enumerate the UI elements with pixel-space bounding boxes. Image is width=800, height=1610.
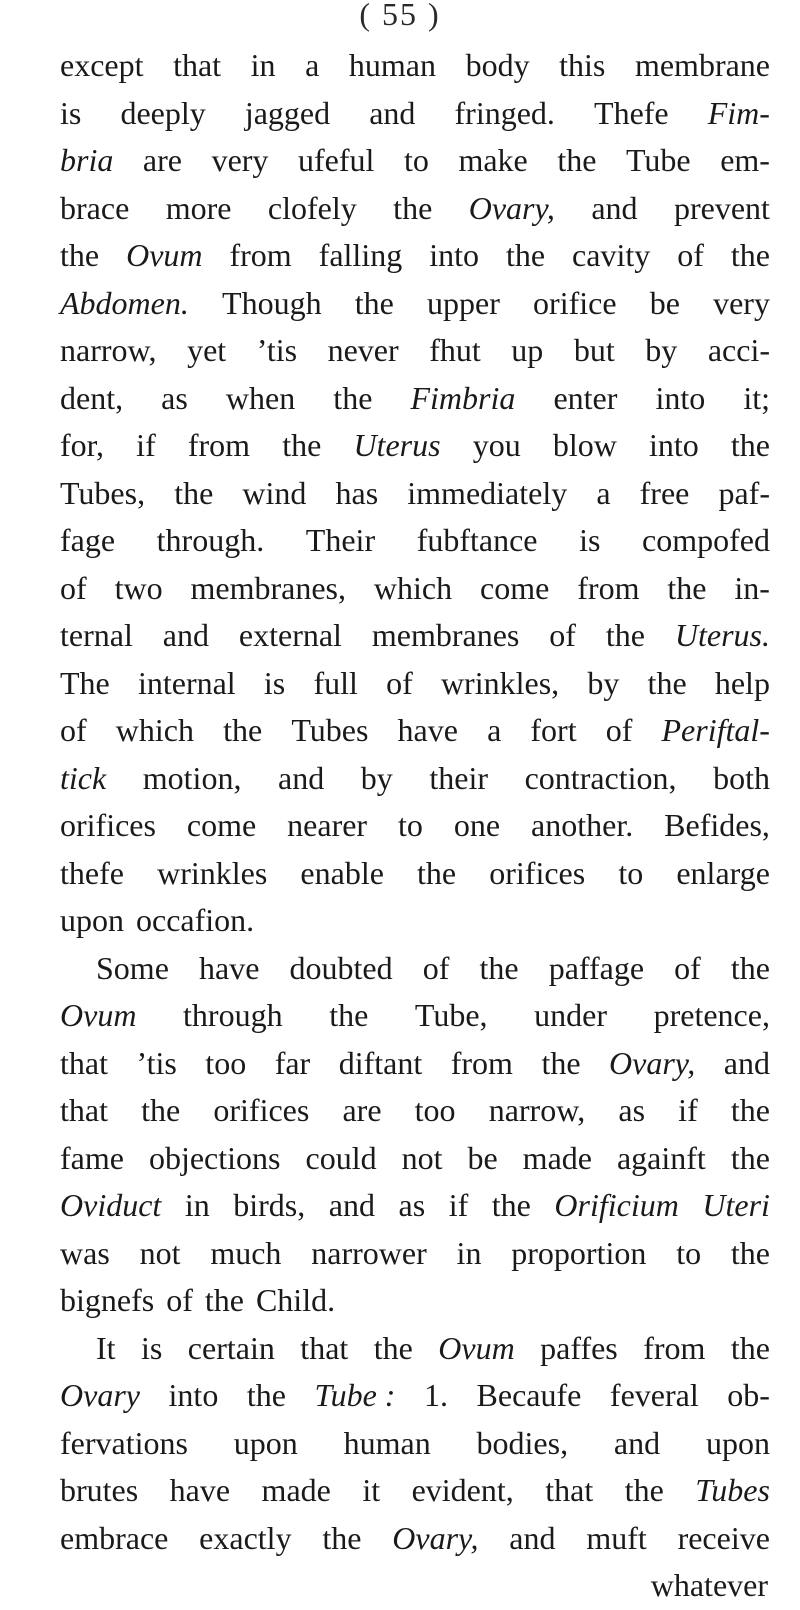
word: orifice: [533, 284, 617, 321]
text-line: [60, 612, 770, 660]
text-line: [60, 1325, 770, 1373]
word: this: [559, 47, 606, 83]
word: cavity: [572, 237, 651, 273]
word: deeply: [120, 94, 206, 131]
word: Becaufe: [476, 1377, 582, 1413]
word: if: [678, 1092, 698, 1128]
word: the: [647, 664, 687, 701]
italic-word: Uterus: [353, 427, 441, 463]
word: have: [397, 712, 458, 748]
word: feveral: [609, 1377, 699, 1413]
text-line: [60, 1420, 770, 1468]
word: be: [649, 284, 680, 321]
word: paffage: [548, 949, 645, 986]
word: of: [674, 949, 701, 986]
page-number: ( 55 ): [359, 0, 441, 32]
word: through: [183, 997, 283, 1033]
word: the: [174, 474, 214, 511]
word: doubted: [289, 949, 393, 986]
italic-word: Uteri: [702, 1187, 770, 1223]
word: the: [417, 854, 457, 891]
word: from: [450, 1044, 513, 1081]
word: the: [730, 1329, 770, 1366]
word: made: [522, 1139, 592, 1176]
word: againft: [616, 1139, 706, 1176]
word: enable: [300, 854, 384, 891]
word: very: [211, 142, 269, 178]
word: the: [282, 427, 322, 463]
word: ob-: [727, 1377, 770, 1413]
text-line: [60, 1372, 770, 1420]
word: of: [386, 664, 413, 701]
word: is: [141, 1329, 163, 1366]
text-line: [60, 565, 770, 613]
text-line: [60, 42, 770, 90]
word: compofed: [642, 522, 770, 558]
word: body: [465, 47, 530, 83]
word: fringed.: [454, 94, 555, 131]
body-text: [60, 42, 770, 1610]
word: not: [401, 1139, 443, 1176]
word: em-: [720, 142, 770, 178]
word: of: [422, 949, 450, 986]
word: the: [479, 949, 519, 986]
word: which: [115, 712, 194, 748]
word: jagged: [244, 94, 331, 131]
text-line: [60, 327, 770, 375]
word: objections: [148, 1139, 281, 1176]
word: by: [645, 332, 678, 368]
word: orifices: [489, 854, 586, 891]
word: certain: [187, 1329, 275, 1366]
word: the: [557, 142, 597, 178]
word: blow: [552, 427, 617, 463]
word: more: [165, 189, 232, 226]
word: and: [278, 759, 325, 796]
word: the: [541, 1044, 581, 1081]
word: the: [730, 949, 770, 986]
word: that: [173, 47, 222, 83]
word: narrow,: [488, 1092, 586, 1128]
word: The: [60, 664, 110, 701]
word: human: [343, 1424, 431, 1461]
word: orifices: [213, 1092, 310, 1128]
catchword: whatever: [650, 1567, 768, 1603]
word: to: [403, 142, 429, 178]
italic-word: Fim-: [707, 94, 770, 131]
word: in-: [734, 569, 770, 606]
word: fubftance: [416, 522, 538, 558]
word: help: [714, 664, 770, 701]
word: into: [429, 237, 479, 273]
word: a: [596, 474, 611, 511]
text-line: [60, 422, 770, 470]
italic-word: Fimbria: [410, 379, 516, 416]
word: upon: [60, 902, 124, 938]
word: the: [141, 1092, 181, 1128]
word: it: [362, 1472, 381, 1508]
text-line: [60, 90, 770, 138]
word: for,: [60, 427, 105, 463]
word: and: [613, 1424, 661, 1461]
word: fame: [60, 1139, 124, 1176]
word: if: [136, 427, 156, 463]
word: under: [534, 997, 607, 1033]
word: is: [60, 94, 82, 131]
word: ’tis: [256, 332, 298, 368]
word: far: [274, 1044, 311, 1081]
word: upon: [233, 1424, 298, 1461]
word: from: [187, 427, 251, 463]
text-line: [60, 517, 770, 565]
word: enter: [553, 379, 618, 416]
word: internal: [137, 664, 236, 701]
word: much: [210, 1234, 282, 1271]
word: brutes: [60, 1472, 139, 1508]
word: full: [313, 664, 358, 701]
word: human: [348, 47, 436, 83]
word: a: [305, 47, 320, 83]
word: Thefe: [594, 94, 669, 131]
word: upper: [427, 284, 500, 321]
word: into: [655, 379, 706, 416]
word: are: [342, 1092, 382, 1128]
word: is: [579, 522, 601, 558]
word: ternal: [60, 617, 133, 653]
word: the: [730, 237, 770, 273]
word: nearer: [287, 807, 368, 843]
word: of: [166, 1282, 193, 1318]
word: to: [398, 807, 423, 843]
word: birds,: [233, 1187, 306, 1223]
italic-word: Ovum: [438, 1329, 515, 1366]
italic-word: Oviduct: [60, 1187, 162, 1223]
word: the: [204, 1282, 244, 1318]
word: be: [467, 1139, 498, 1176]
italic-word: Ovary,: [609, 1044, 696, 1081]
word: pretence,: [653, 997, 770, 1033]
word: evident,: [411, 1472, 514, 1508]
word: both: [713, 759, 770, 796]
word: wrinkles,: [440, 664, 560, 701]
word: another.: [531, 807, 634, 843]
word: not: [139, 1234, 181, 1271]
word: which: [373, 569, 453, 606]
italic-word: Abdomen.: [60, 284, 189, 321]
word: orifices: [60, 807, 156, 843]
word: of: [60, 569, 87, 606]
word: come: [186, 807, 257, 843]
word: the: [730, 1139, 770, 1176]
italic-word: Orificium: [554, 1187, 679, 1223]
italic-word: Ovary,: [392, 1519, 479, 1556]
text-line: [60, 1135, 770, 1183]
italic-word: Tubes: [695, 1472, 770, 1508]
word: wind: [242, 474, 307, 511]
word: and: [509, 1519, 556, 1556]
word: of: [549, 617, 576, 653]
word: the: [373, 1329, 413, 1366]
word: ’tis: [136, 1044, 177, 1081]
word: fervations: [60, 1424, 188, 1461]
word: external: [238, 617, 342, 653]
word: their: [429, 759, 489, 796]
italic-word: bria: [60, 142, 114, 178]
word: occafion.: [136, 902, 255, 938]
word: the: [624, 1472, 664, 1508]
word: receive: [677, 1519, 770, 1556]
word: contraction,: [524, 759, 677, 796]
word: the: [605, 617, 645, 653]
word: and: [591, 189, 638, 226]
word: a: [487, 712, 502, 748]
word: Child.: [255, 1282, 336, 1318]
word: Tubes,: [60, 474, 146, 511]
word: could: [305, 1139, 377, 1176]
word: that: [60, 1044, 108, 1081]
text-line: [60, 1087, 770, 1135]
word: free: [639, 474, 690, 511]
word: by: [587, 664, 620, 701]
word: that: [60, 1092, 108, 1128]
word: one: [453, 807, 501, 843]
word: it;: [743, 379, 770, 416]
text-line: [60, 1182, 770, 1230]
word: paf-: [718, 474, 770, 511]
word: through.: [156, 522, 265, 558]
word: made: [261, 1472, 331, 1508]
word: the: [246, 1377, 286, 1413]
word: very: [713, 284, 770, 321]
word: never: [327, 332, 399, 368]
catchword-line: [60, 1562, 770, 1610]
text-line: [60, 802, 770, 850]
word: fort: [530, 712, 577, 748]
word: as: [161, 379, 188, 416]
word: motion,: [142, 759, 242, 796]
word: the: [329, 997, 369, 1033]
word: the: [730, 1234, 770, 1271]
word: upon: [705, 1424, 770, 1461]
word: the: [223, 712, 263, 748]
word: to: [676, 1234, 702, 1271]
word: to: [618, 854, 644, 891]
word: too: [414, 1092, 456, 1128]
word: but: [573, 332, 615, 368]
word: Befides,: [664, 807, 770, 843]
word: dent,: [60, 379, 124, 416]
word: except: [60, 47, 144, 83]
word: Some: [96, 949, 169, 986]
word: the: [505, 237, 546, 273]
word: Though: [222, 284, 322, 321]
word: exactly: [199, 1519, 292, 1556]
word: prevent: [673, 189, 770, 226]
text-line: [60, 375, 770, 423]
word: fhut: [429, 332, 481, 368]
word: make: [458, 142, 528, 178]
word: muft: [586, 1519, 647, 1556]
word: that: [545, 1472, 594, 1508]
word: have: [199, 949, 260, 986]
word: and: [369, 94, 416, 131]
word: membranes: [371, 617, 520, 653]
word: if: [448, 1187, 469, 1223]
word: ufeful: [298, 142, 375, 178]
word: the: [393, 189, 433, 226]
word: into: [168, 1377, 219, 1413]
word: falling: [318, 237, 403, 273]
italic-word: Ovary,: [468, 189, 555, 226]
text-line: [60, 1230, 770, 1278]
word: too: [205, 1044, 247, 1081]
italic-word: Ovary: [60, 1377, 140, 1413]
word: up: [511, 332, 544, 368]
word: come: [480, 569, 550, 606]
word: wrinkles: [157, 854, 268, 891]
italic-word: Ovum: [60, 997, 137, 1033]
word: the: [333, 379, 373, 416]
italic-word: Uterus.: [674, 617, 770, 653]
text-line: [60, 707, 770, 755]
word: and: [723, 1044, 770, 1081]
italic-word: tick: [60, 759, 107, 796]
word: paffes: [540, 1329, 618, 1366]
text-line: [60, 897, 770, 945]
word: into: [648, 427, 699, 463]
word: Tube,: [414, 997, 488, 1033]
text-line: [60, 1277, 770, 1325]
word: of: [605, 712, 633, 748]
text-line: [60, 1040, 770, 1088]
word: narrower: [311, 1234, 427, 1271]
italic-word: Ovum: [126, 237, 203, 273]
word: membranes,: [190, 569, 346, 606]
word: are: [142, 142, 182, 178]
word: brace: [60, 189, 130, 226]
word: in: [456, 1234, 482, 1271]
word: and: [162, 617, 209, 653]
text-line: [60, 280, 770, 328]
word: as: [618, 1092, 646, 1128]
word: you: [472, 427, 521, 463]
word: that: [300, 1329, 349, 1366]
text-line: [60, 755, 770, 803]
word: diftant: [338, 1044, 423, 1081]
word: fage: [60, 522, 116, 558]
word: bodies,: [476, 1424, 569, 1461]
text-line: [60, 945, 770, 993]
word: two: [114, 569, 163, 606]
text-line: [60, 850, 770, 898]
text-line: [60, 992, 770, 1040]
word: of: [60, 712, 87, 748]
word: thefe: [60, 854, 124, 891]
word: immediately: [407, 474, 568, 511]
word: has: [335, 474, 379, 511]
word: clofely: [267, 189, 357, 226]
word: is: [263, 664, 286, 701]
word: proportion: [511, 1234, 647, 1271]
word: the: [354, 284, 394, 321]
word: from: [577, 569, 640, 606]
text-line: [60, 232, 770, 280]
word: Tubes: [291, 712, 369, 748]
word: the: [730, 427, 770, 463]
word: It: [96, 1329, 116, 1366]
word: membrane: [634, 47, 770, 83]
word: the: [491, 1187, 531, 1223]
word: the: [322, 1519, 362, 1556]
word: 1.: [423, 1377, 448, 1413]
word: enlarge: [676, 854, 770, 891]
word: bignefs: [60, 1282, 155, 1318]
word: as: [398, 1187, 426, 1223]
word: yet: [187, 332, 227, 368]
word: from: [643, 1329, 706, 1366]
text-line: [60, 1515, 770, 1563]
word: acci-: [707, 332, 770, 368]
word: when: [225, 379, 296, 416]
italic-word: Tube :: [314, 1377, 396, 1413]
text-line: [60, 470, 770, 518]
text-line: [60, 137, 770, 185]
text-line: [60, 1467, 770, 1515]
word: embrace: [60, 1519, 169, 1556]
word: from: [229, 237, 292, 273]
word: Tube: [626, 142, 691, 178]
word: of: [677, 237, 704, 273]
word: have: [169, 1472, 231, 1508]
word: Their: [305, 522, 376, 558]
word: the: [60, 237, 100, 273]
word: the: [667, 569, 707, 606]
word: by: [360, 759, 393, 796]
word: the: [730, 1092, 770, 1128]
text-line: [60, 185, 770, 233]
word: was: [60, 1234, 110, 1271]
text-line: [60, 660, 770, 708]
word: and: [328, 1187, 375, 1223]
italic-word: Periftal-: [661, 712, 770, 748]
word: narrow,: [60, 332, 157, 368]
word: in: [184, 1187, 210, 1223]
word: in: [250, 47, 276, 83]
